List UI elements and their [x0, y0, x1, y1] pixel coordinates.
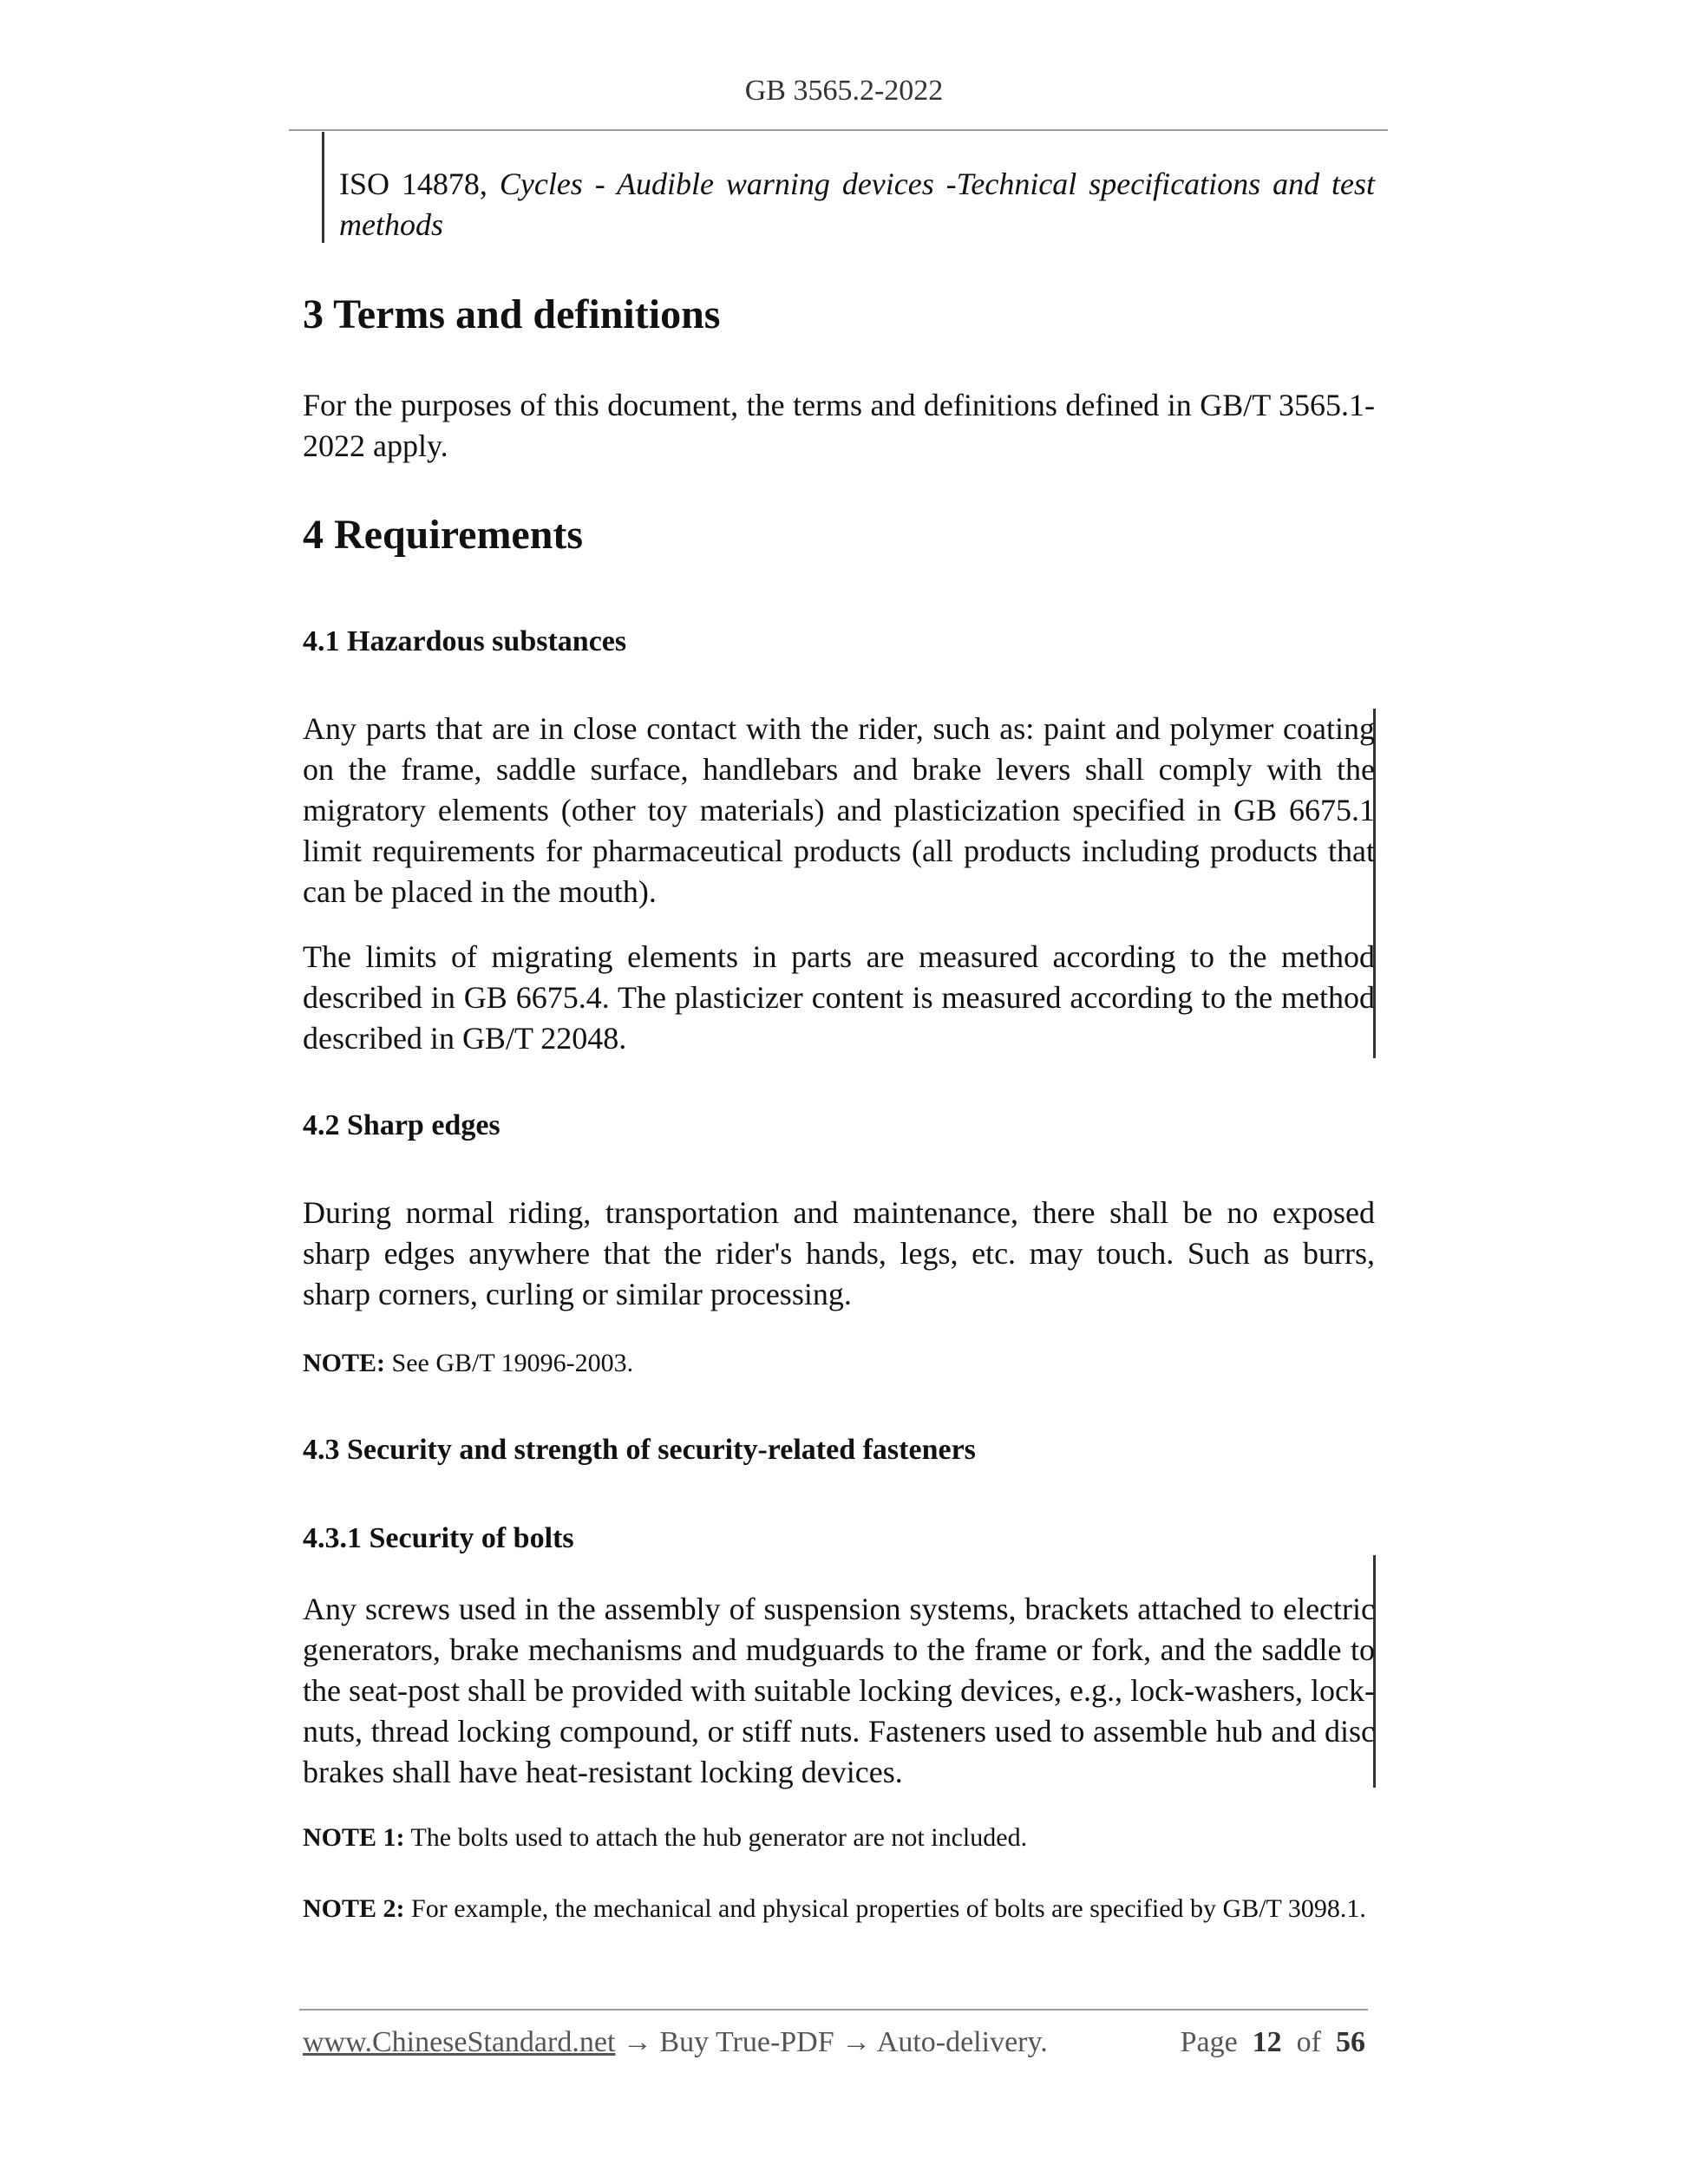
- reference-title: Cycles - Audible warning devices -Technical specifications and test methods: [339, 167, 1376, 242]
- page-number: 12: [1252, 2026, 1282, 2058]
- note-1-text: The bolts used to attach the hub generator are not included.: [404, 1823, 1028, 1852]
- note-2-text: For example, the mechanical and physical properties of bolts are specified by GB/T 3098.1.: [404, 1894, 1366, 1923]
- section-3-body: For the purposes of this document, the terms and definitions defined in GB/T 3565.1-2022 apply.: [303, 388, 1375, 463]
- page-label: Page: [1180, 2026, 1238, 2058]
- footer-promo: [303, 2026, 1048, 2059]
- footer-divider: [299, 2009, 1368, 2011]
- section-4-3-1-note-2: [303, 1888, 1375, 1929]
- of-label: of: [1296, 2026, 1321, 2058]
- section-4-3-1-heading: 4.3.1 Security of bolts: [303, 1522, 574, 1554]
- note-2-label: NOTE 2:: [303, 1894, 405, 1923]
- section-4-2-heading: 4.2 Sharp edges: [303, 1109, 501, 1141]
- section-4-1-paragraph-1: Any parts that are in close contact with the rider, such as: paint and polymer coating on the frame, saddle surface, handlebars and brake levers shall comply with the migratory elements (other toy materials) and plasticization specified in GB 6675.1 limit requirements for pharmaceutical products (all products including products that can be placed in the mouth).: [303, 711, 1375, 909]
- section-4-heading: 4 Requirements: [303, 512, 584, 558]
- section-4-3-heading: 4.3 Security and strength of security-related fasteners: [303, 1434, 976, 1466]
- reference-number: ISO 14878,: [339, 167, 487, 201]
- page-indicator: [1181, 2026, 1365, 2059]
- note-1-label: NOTE 1:: [303, 1823, 405, 1852]
- chinesestandard-link[interactable]: www.ChineseStandard.net: [303, 2026, 616, 2058]
- note-label: NOTE:: [303, 1349, 386, 1377]
- note-text: See GB/T 19096-2003.: [385, 1349, 634, 1377]
- section-3-heading: 3 Terms and definitions: [303, 291, 721, 337]
- section-4-2-note: [303, 1343, 1375, 1383]
- section-4-2-paragraph-1: During normal riding, transportation and maintenance, there shall be no exposed sharp edges anywhere that the rider's hands, legs, etc. may touch. Such as burrs, sharp corners, curling or similar processing.: [303, 1195, 1375, 1311]
- footer-promo-text: → Buy True-PDF → Auto-delivery.: [615, 2026, 1048, 2058]
- section-4-1-heading: 4.1 Hazardous substances: [303, 625, 627, 657]
- section-4-3-1-note-1: [303, 1817, 1375, 1858]
- header-title: GB 3565.2-2022: [744, 75, 944, 107]
- section-4-1-paragraph-2: The limits of migrating elements in parts are measured according to the method described in GB 6675.4. The plasticizer content is measured according to the method described in GB/T 22048.: [303, 939, 1375, 1056]
- section-4-3-1-paragraph-1: Any screws used in the assembly of suspension systems, brackets attached to electric generators, brake mechanisms and mudguards to the frame or fork, and the saddle to the seat-post shall be provided with suitable locking devices, e.g., lock-washers, lock-nuts, thread locking compound, or stiff nuts. Fasteners used to assemble hub and disc brakes shall have heat-resistant locking devices.: [303, 1592, 1375, 1789]
- revision-bar-reference: [322, 132, 324, 243]
- page-total: 56: [1336, 2026, 1365, 2058]
- normative-reference-iso-14878: [339, 164, 1375, 245]
- header-divider: [289, 129, 1388, 131]
